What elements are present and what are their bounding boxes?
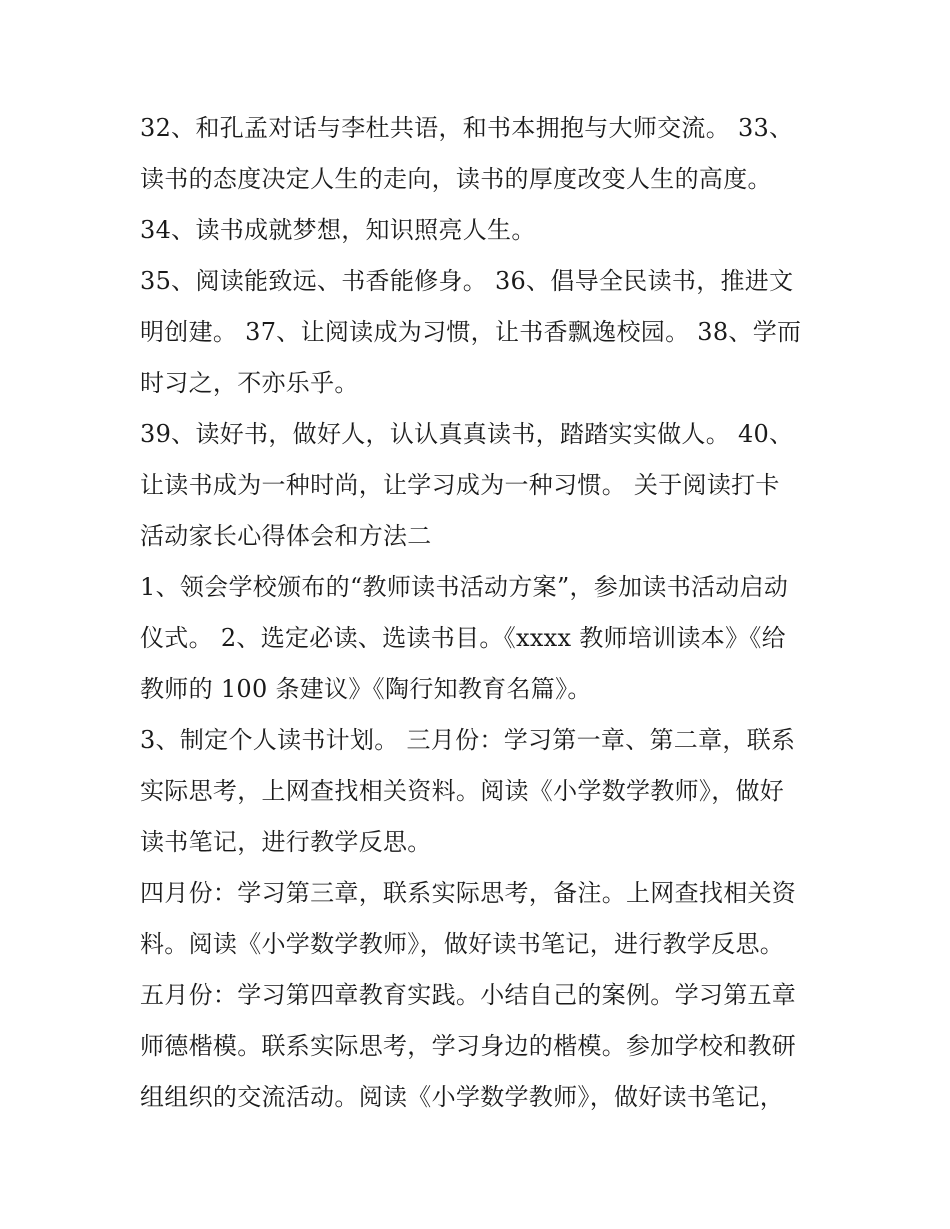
text-line: 仪式。 2、选定必读、选读书目。《xxxx 教师培训读本》《给 [140,624,786,652]
text-line: 四月份：学习第三章，联系实际思考，备注。上网查找相关资 [140,879,797,907]
text-line: 3、制定个人读书计划。 三月份：学习第一章、第二章，联系 [140,726,796,754]
text-line: 1、领会学校颁布的“教师读书活动方案”，参加读书活动启动 [140,573,789,601]
text-line: 五月份：学习第四章教育实践。小结自己的案例。学习第五章 [140,981,797,1009]
text-line: 读书笔记，进行教学反思。 [140,828,432,856]
text-line: 读书的态度决定人生的走向，读书的厚度改变人生的高度。 [140,165,772,193]
text-line: 让读书成为一种时尚，让学习成为一种习惯。 关于阅读打卡 [140,471,780,499]
text-line: 组组织的交流活动。阅读《小学数学教师》，做好读书笔记， [140,1083,785,1111]
text-line: 实际思考，上网查找相关资料。阅读《小学数学教师》，做好 [140,777,785,805]
text-line: 料。阅读《小学数学教师》，做好读书笔记，进行教学反思。 [140,930,785,958]
text-line: 32、和孔孟对话与李杜共语，和书本拥抱与大师交流。 33、 [140,114,794,142]
text-line: 明创建。 37、让阅读成为习惯，让书香飘逸校园。 38、学而 [140,318,802,346]
text-line: 35、阅读能致远、书香能修身。 36、倡导全民读书，推进文 [140,267,794,295]
document-body [140,103,820,1123]
text-line: 师德楷模。联系实际思考，学习身边的楷模。参加学校和教研 [140,1032,797,1060]
text-line: 39、读好书，做好人，认认真真读书，踏踏实实做人。 40、 [140,420,794,448]
text-line: 活动家长心得体会和方法二 [140,522,432,550]
text-line: 时习之，不亦乐乎。 [140,369,359,397]
text-line: 教师的 100 条建议》《陶行知教育名篇》。 [140,675,592,703]
text-line: 34、读书成就梦想，知识照亮人生。 [140,216,536,244]
